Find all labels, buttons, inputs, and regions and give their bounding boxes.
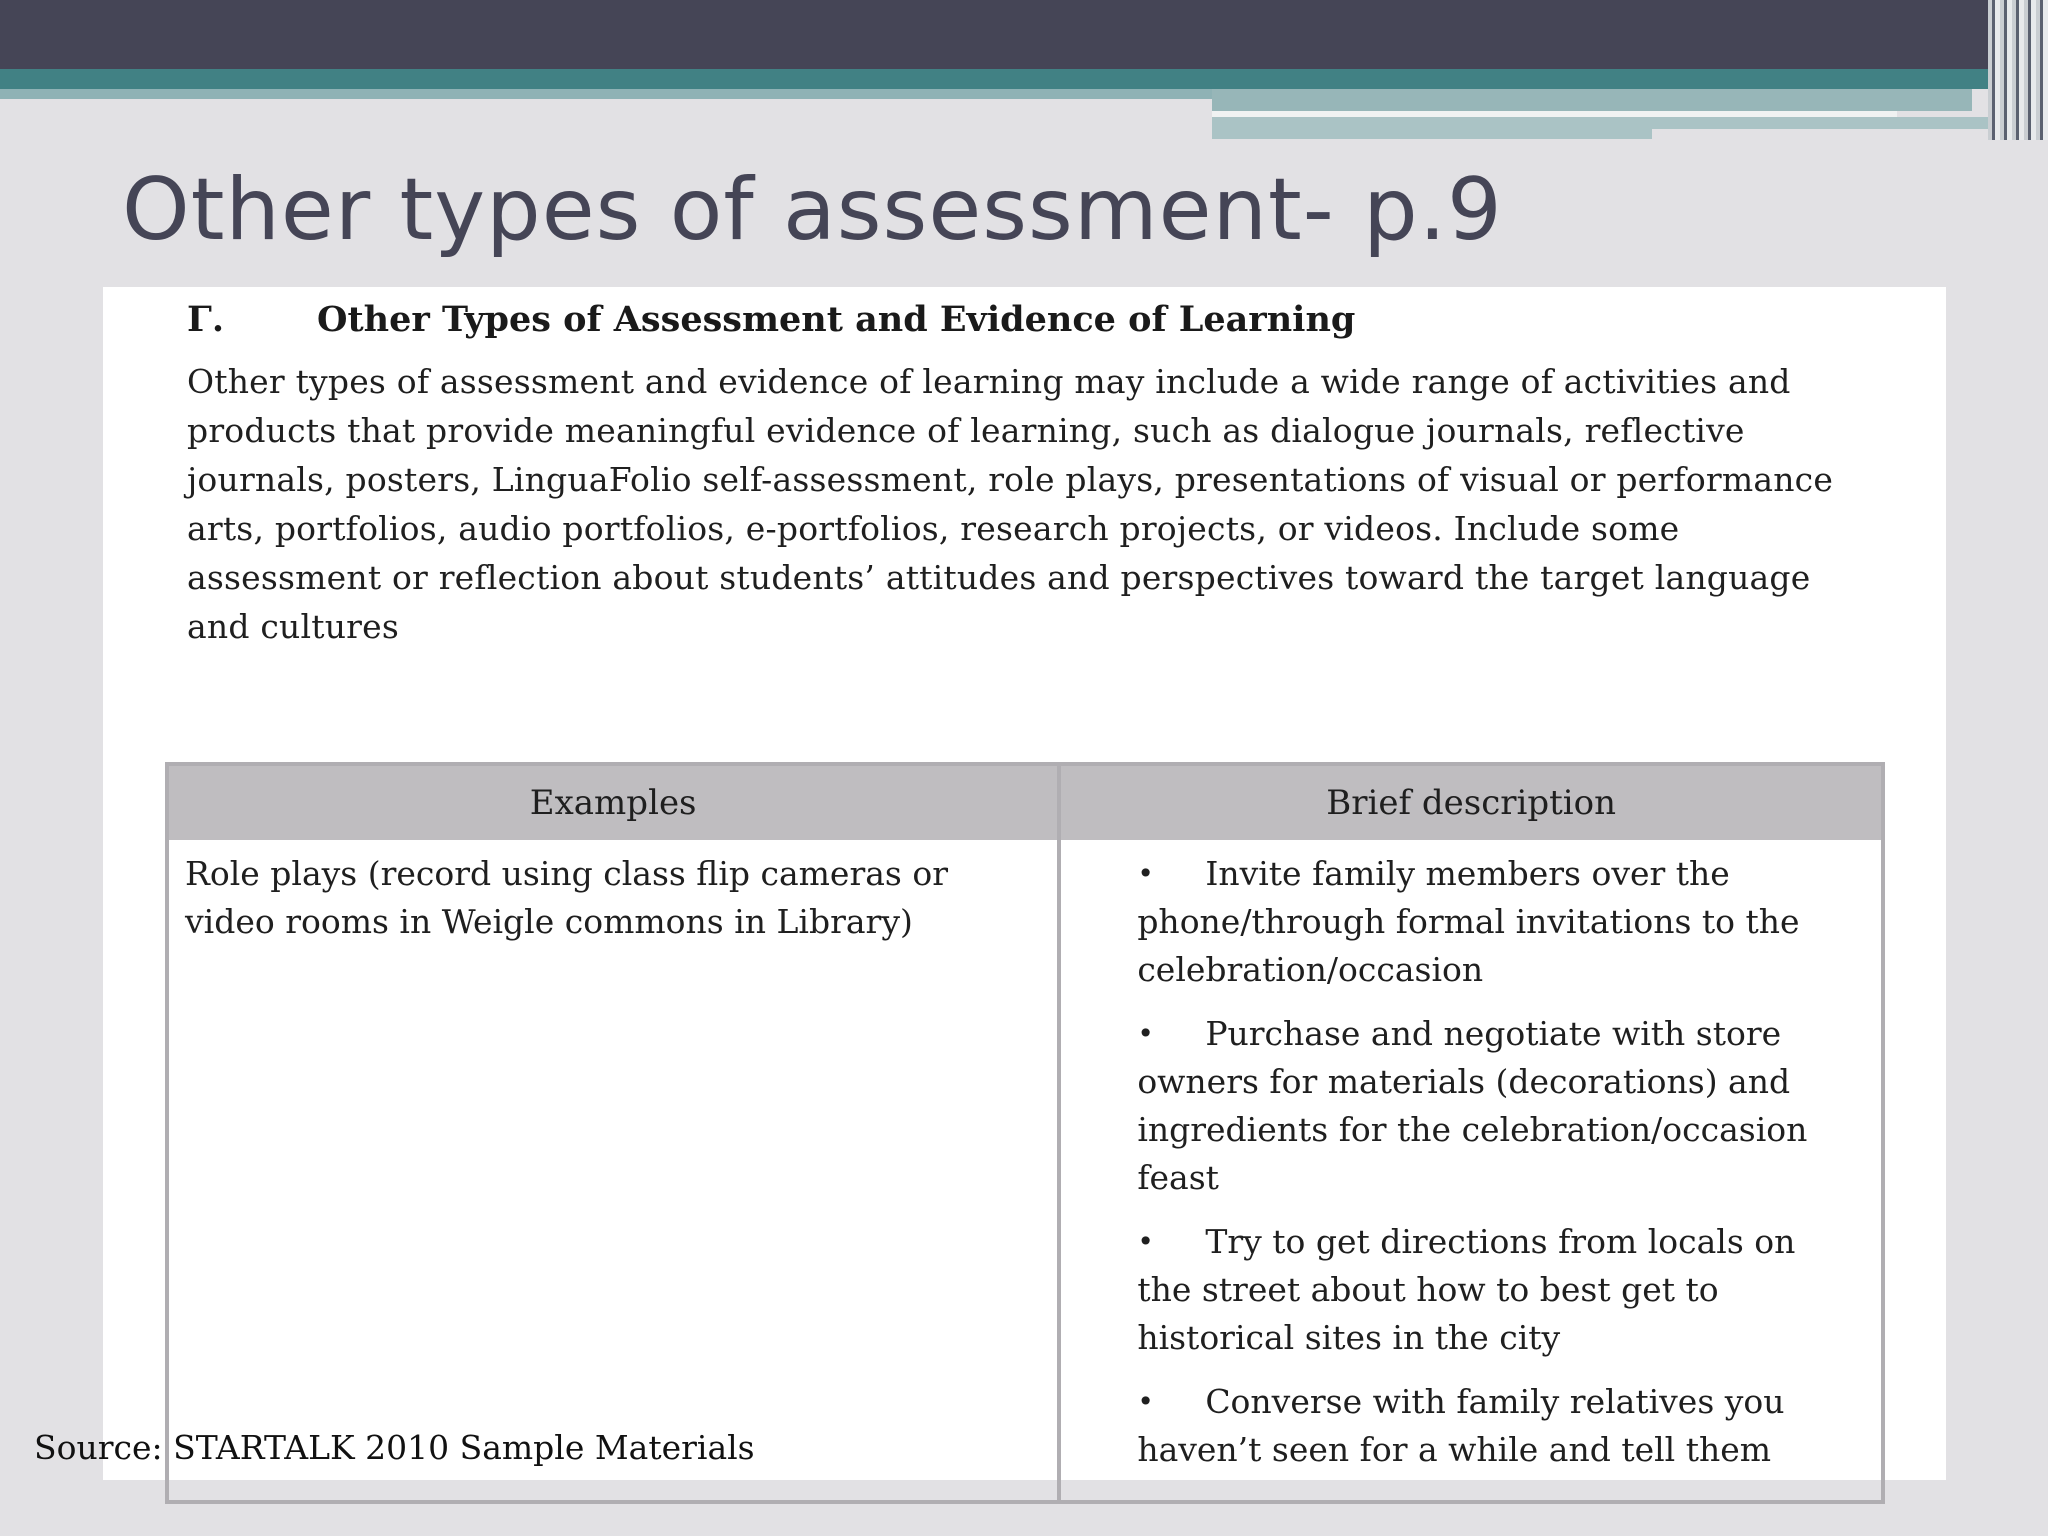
body-line: Other types of assessment and evidence of learning may include a wide range of activities and (187, 362, 1791, 401)
source-citation: Source: STARTALK 2010 Sample Materials (34, 1428, 755, 1467)
bullet-item (1137, 1218, 1841, 1362)
example-cell: Role plays (record using class flip cameras or video rooms in Weigle commons in Library) (167, 840, 1059, 1502)
bullet-item (1137, 1010, 1841, 1202)
section-title: Other Types of Assessment and Evidence of Learning (317, 299, 1356, 340)
description-cell (1059, 840, 1883, 1502)
body-line: and cultures (187, 607, 399, 646)
table-row (167, 840, 1883, 1502)
right-accent-band-bottom (1212, 129, 1652, 139)
bullet-text: Try to get directions from locals on the street about how to best get to historical sites in the city (1137, 1222, 1796, 1357)
slide-title: Other types of assessment- p.9 (122, 160, 1503, 260)
right-accent-band (1212, 89, 1972, 111)
section-body (187, 357, 1887, 651)
bullet-item (1137, 1378, 1841, 1474)
bullet-item (1137, 850, 1841, 994)
top-header-band (0, 0, 2048, 69)
assessment-table (165, 762, 1885, 1504)
body-line: assessment or reflection about students’ attitudes and perspectives toward the target language (187, 558, 1811, 597)
document-excerpt (103, 287, 1946, 1480)
teal-accent-band (0, 69, 2048, 89)
body-line: journals, posters, LinguaFolio self-assessment, role plays, presentations of visual or performance (187, 460, 1834, 499)
bullet-text: Converse with family relatives you haven’t seen for a while and tell them (1137, 1382, 1785, 1469)
table-header-row (167, 764, 1883, 840)
bullet-text: Invite family members over the phone/through formal invitations to the celebration/occasion (1137, 854, 1800, 989)
bullet-icon: • (1137, 1225, 1154, 1258)
section-number: Γ. (187, 299, 225, 340)
body-line: arts, portfolios, audio portfolios, e-portfolios, research projects, or videos. Include some (187, 509, 1680, 548)
right-accent-band-lower (1212, 117, 2048, 129)
bullet-text: Purchase and negotiate with store owners for materials (decorations) and ingredients for the celebration/occasion feast (1137, 1014, 1808, 1197)
body-line: products that provide meaningful evidence of learning, such as dialogue journals, reflective (187, 411, 1745, 450)
column-header-description: Brief description (1059, 764, 1883, 840)
bullet-icon: • (1137, 1017, 1154, 1050)
column-header-examples: Examples (167, 764, 1059, 840)
bullet-icon: • (1137, 857, 1154, 890)
corner-stripes-decoration (1988, 0, 2048, 140)
section-heading (187, 299, 1355, 340)
light-accent-band (0, 89, 1212, 99)
bullet-icon: • (1137, 1385, 1154, 1418)
